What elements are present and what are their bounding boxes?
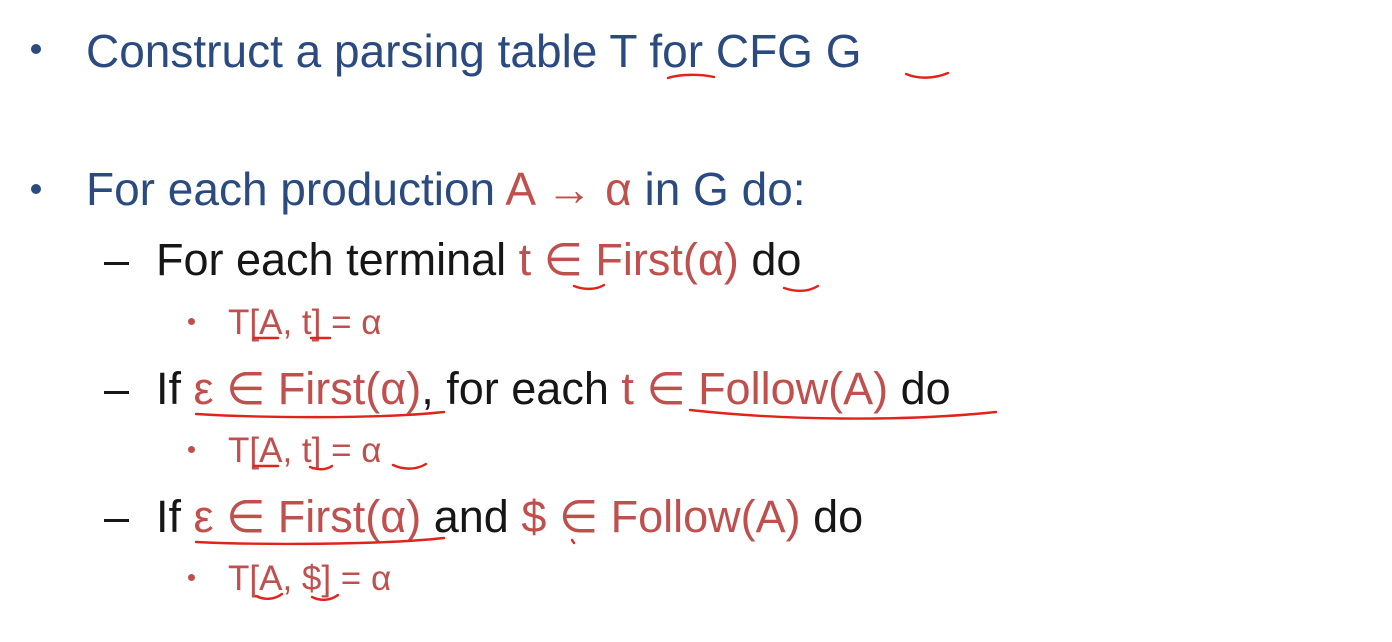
bullet2-text-b: in G do: <box>631 163 806 215</box>
underline-G <box>906 73 948 78</box>
bullet-dot <box>188 446 195 453</box>
table-assignment: T[A, t] = α <box>228 431 382 470</box>
bullet-dot <box>188 574 195 581</box>
sub3-text-b: do <box>800 491 864 542</box>
bullet-construct-table <box>86 25 862 77</box>
bullet-for-each-production <box>86 163 806 215</box>
sub1-text-a: For each terminal <box>156 234 519 285</box>
close-paren: ) <box>723 234 739 285</box>
underline-alpha-assign2 <box>393 464 426 469</box>
t-in-follow: t ∈ Follow(A) <box>621 363 889 414</box>
table-assignment: T[A, $] = α <box>228 559 392 598</box>
alpha: α <box>697 234 724 285</box>
sub3-text-mid: and <box>421 491 522 542</box>
sub1-text-b: do <box>738 234 802 285</box>
dash: – <box>104 491 130 542</box>
sub-if-epsilon-follow <box>104 363 951 414</box>
bullet-dot <box>31 44 41 54</box>
table-assignment: T[A, t] = α <box>228 303 382 342</box>
bullet1-text-a: Construct a parsing table <box>86 25 610 77</box>
grammar-symbol-G: G <box>825 25 862 77</box>
dash: – <box>104 234 130 285</box>
dollar-in-follow: $ ∈ Follow(A) <box>521 491 801 542</box>
sub-if-epsilon-dollar <box>104 491 864 542</box>
bullet1-text-b: for CFG <box>636 25 826 77</box>
sub-for-each-terminal <box>104 234 802 285</box>
first-membership: ∈ First( <box>531 234 698 285</box>
sub2-text-b: do <box>888 363 951 414</box>
sub2-text-mid: , for each <box>421 363 622 414</box>
sub2-text-if: If <box>156 363 194 414</box>
sub3-text-if: If <box>156 491 194 542</box>
underline-terminal-t <box>574 285 604 289</box>
bullet2-text-a: For each production <box>86 163 506 215</box>
table-symbol-T: T <box>609 25 637 77</box>
bullet-dot <box>31 184 41 194</box>
epsilon-in-first: ε ∈ First(α) <box>193 491 422 542</box>
epsilon-in-first: ε ∈ First(α) <box>193 363 422 414</box>
underline-alpha-first <box>784 286 818 291</box>
terminal-t: t <box>518 234 532 285</box>
bullet-dot <box>188 318 195 325</box>
dash: – <box>104 363 130 414</box>
production-rule: A → α <box>505 163 632 215</box>
